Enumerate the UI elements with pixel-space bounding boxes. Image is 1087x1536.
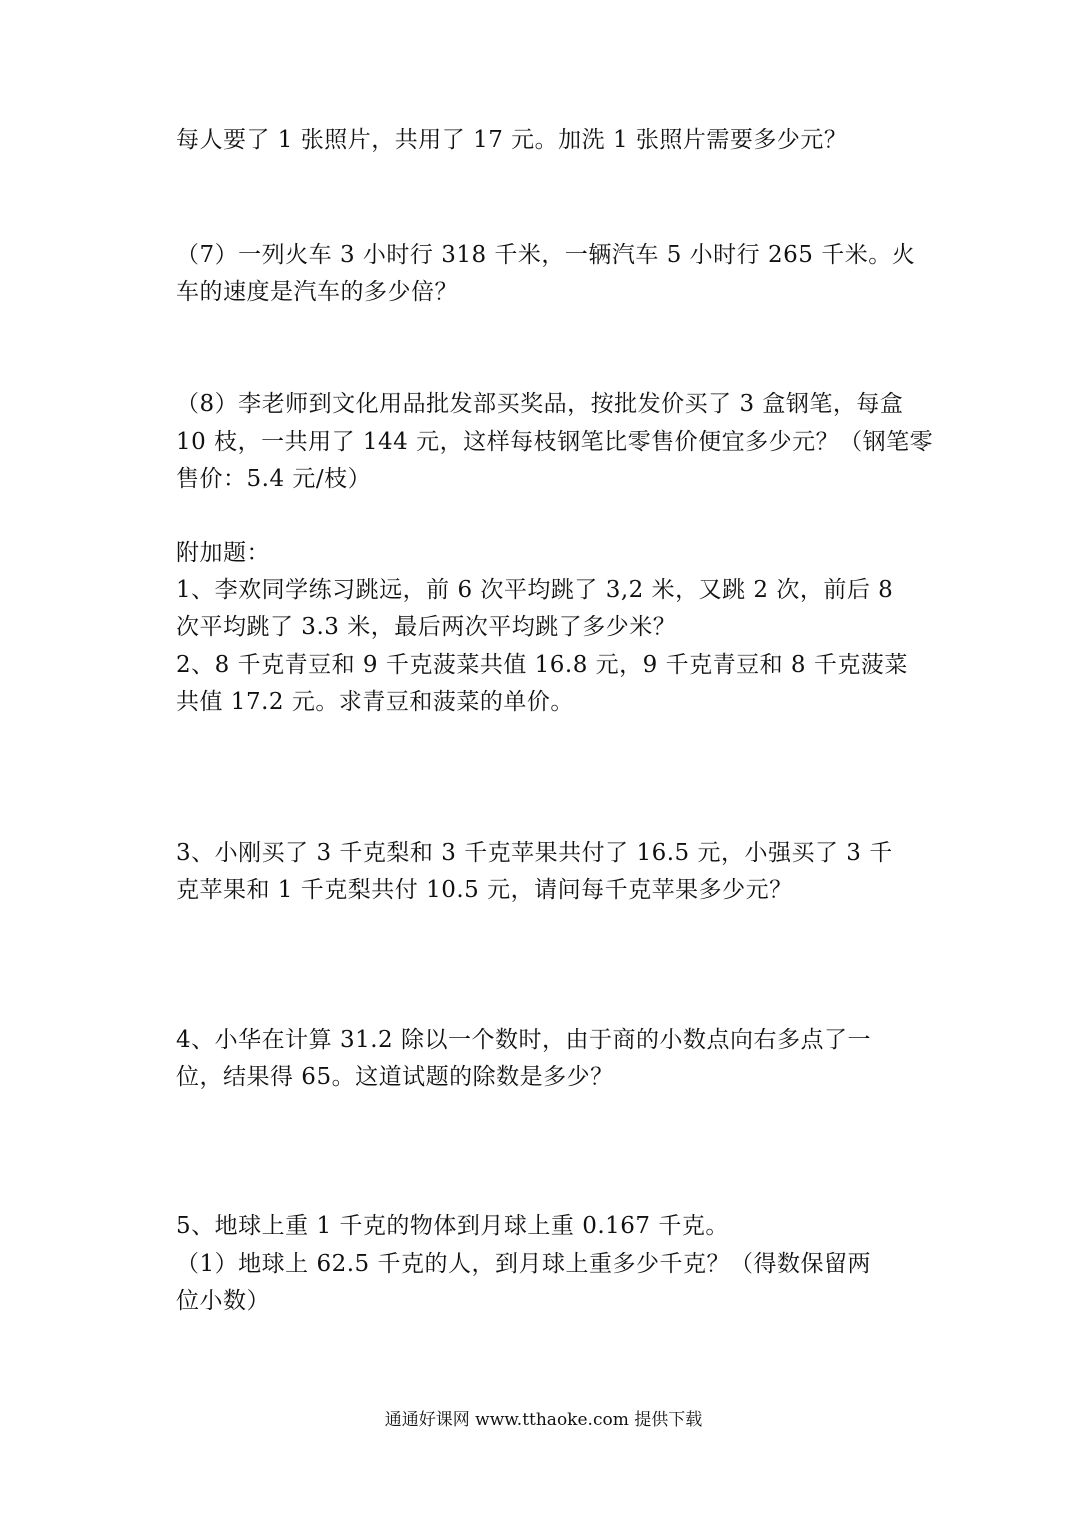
bonus-heading: 附加题： <box>176 540 270 566</box>
bonus-1-line-1: 1、李欢同学练习跳远，前 6 次平均跳了 3,2 米，又跳 2 次，前后 8 <box>176 577 894 603</box>
question-8-line-2: 10 枝，一共用了 144 元，这样每枝钢笔比零售价便宜多少元？（钢笔零 <box>176 429 934 455</box>
bonus-4-line-1: 4、小华在计算 31.2 除以一个数时，由于商的小数点向右多点了一 <box>176 1027 871 1053</box>
bonus-5-line-1: 5、地球上重 1 千克的物体到月球上重 0.167 千克。 <box>176 1213 729 1239</box>
bonus-3-line-1: 3、小刚买了 3 千克梨和 3 千克苹果共付了 16.5 元，小强买了 3 千 <box>176 840 893 866</box>
bonus-5-line-2: （1）地球上 62.5 千克的人，到月球上重多少千克？（得数保留两 <box>176 1251 871 1277</box>
question-7-line-1: （7）一列火车 3 小时行 318 千米，一辆汽车 5 小时行 265 千米。火 <box>176 242 916 268</box>
question-8-line-1: （8）李老师到文化用品批发部买奖品，按批发价买了 3 盒钢笔，每盒 <box>176 391 904 417</box>
bonus-2-line-2: 共值 17.2 元。求青豆和菠菜的单价。 <box>176 689 574 715</box>
bonus-2-line-1: 2、8 千克青豆和 9 千克菠菜共值 16.8 元，9 千克青豆和 8 千克菠菜 <box>176 652 908 678</box>
question-7-line-2: 车的速度是汽车的多少倍？ <box>176 279 458 305</box>
bonus-3-line-2: 克苹果和 1 千克梨共付 10.5 元，请问每千克苹果多少元？ <box>176 877 793 903</box>
bonus-4-line-2: 位，结果得 65。这道试题的除数是多少？ <box>176 1064 614 1090</box>
text-line-1: 每人要了 1 张照片，共用了 17 元。加洗 1 张照片需要多少元？ <box>176 127 848 153</box>
page-footer: 通通好课网 www.tthaoke.com 提供下载 <box>384 1410 703 1430</box>
bonus-5-line-3: 位小数） <box>176 1288 270 1314</box>
question-8-line-3: 售价：5.4 元/枝） <box>176 466 372 492</box>
bonus-1-line-2: 次平均跳了 3.3 米，最后两次平均跳了多少米？ <box>176 614 677 640</box>
